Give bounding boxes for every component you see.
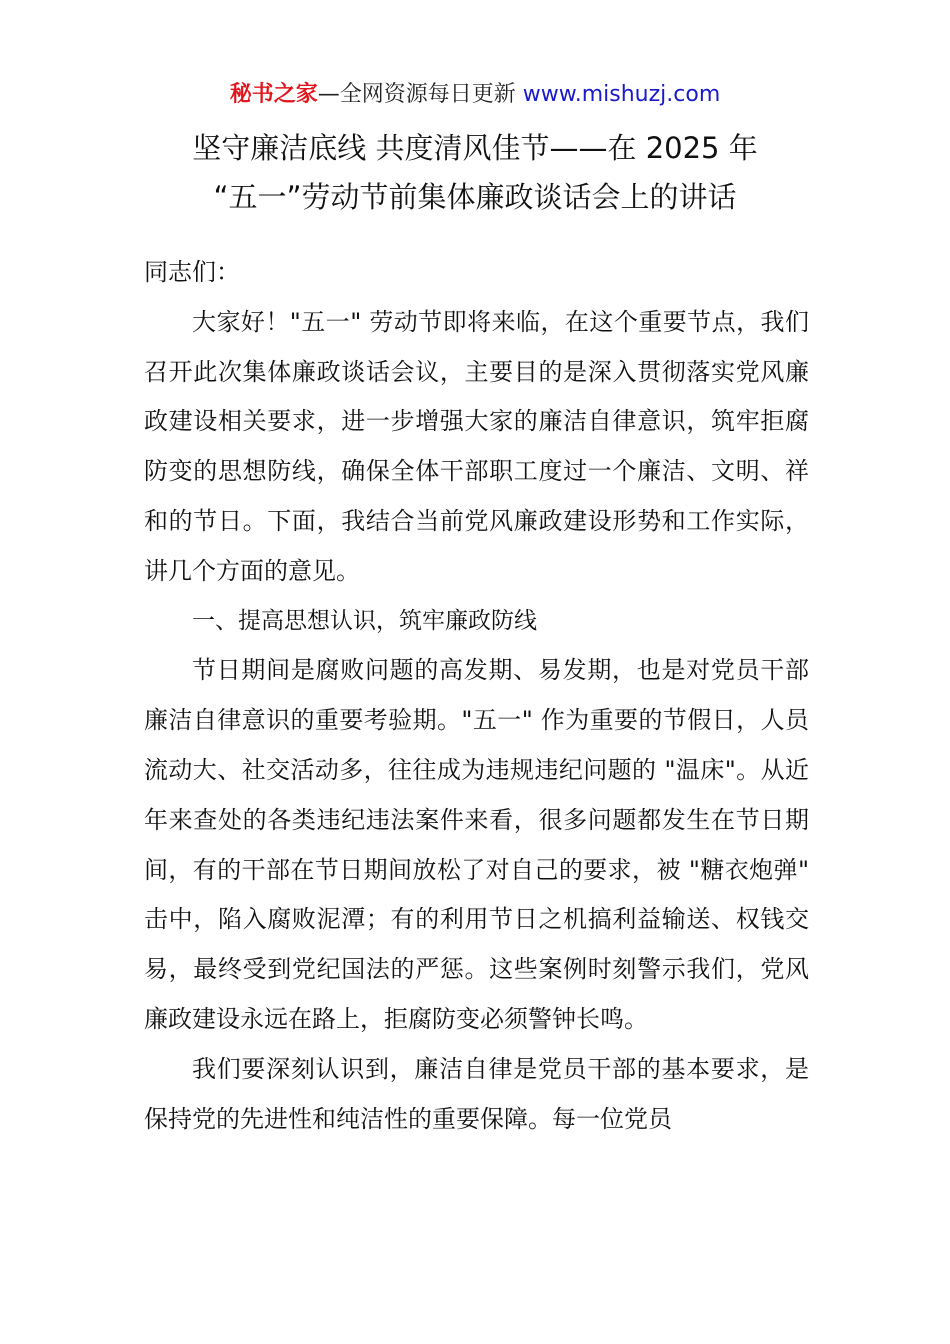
site-tagline: —全网资源每日更新 [317, 82, 516, 107]
document-body [144, 248, 809, 1144]
salutation: 同志们： [144, 258, 240, 286]
paragraph-section-1-cont: 我们要深刻认识到，廉洁自律是党员干部的基本要求，是保持党的先进性和纯洁性的重要保障。每一位党员 [144, 1054, 809, 1133]
section-heading-1: 一、提高思想认识，筑牢廉政防线 [192, 607, 537, 634]
paragraph-section-1: 节日期间是腐败问题的高发期、易发期，也是对党员干部廉洁自律意识的重要考验期。"五一" 作为重要的节假日，人员流动大、社交活动多，往往成为违规违纪问题的 "温床"。从近年来查处的各类违纪违法案件来看，很多问题都发生在节日期间，有的干部在节日期间放松了对自己的要求，被 "糖衣炮弹" 击中，陷入腐败泥潭；有的利用节日之机搞利益输送、权钱交易，最终受到党纪国法的严惩。这些案例时刻警示我们，党风廉政建设永远在路上，拒腐防变必须警钟长鸣。 [144, 656, 809, 1033]
document-title-line-2: “五一”劳动节前集体廉政谈话会上的讲话 [213, 180, 737, 214]
site-brand: 秘书之家 [229, 82, 318, 107]
site-url[interactable]: www.mishuzj.com [522, 82, 721, 107]
site-header [0, 80, 950, 110]
paragraph-intro: 大家好！"五一" 劳动节即将来临，在这个重要节点，我们召开此次集体廉政谈话会议，主要目的是深入贯彻落实党风廉政建设相关要求，进一步增强大家的廉洁自律意识，筑牢拒腐防变的思想防线，确保全体干部职工度过一个廉洁、文明、祥和的节日。下面，我结合当前党风廉政建设形势和工作实际，讲几个方面的意见。 [144, 307, 809, 585]
document-title-line-1: 坚守廉洁底线 共度清风佳节——在 2025 年 [192, 131, 758, 165]
